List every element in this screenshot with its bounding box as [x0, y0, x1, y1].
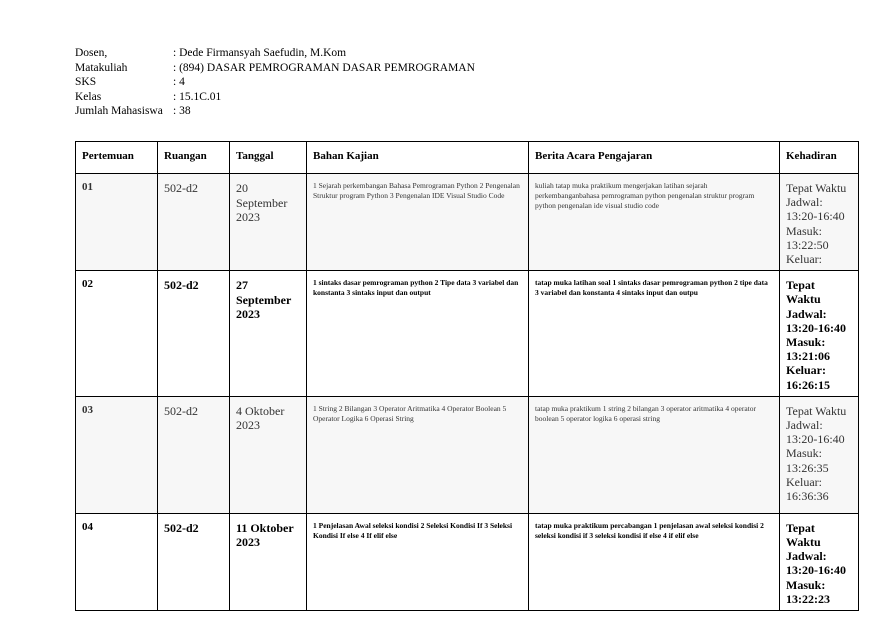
attendance-line: 13:20-16:40 [786, 432, 845, 447]
topic-cell: 1 sintaks dasar pemrograman python 2 Tipe data 3 variabel dan konstanta 3 sintaks input dan output [307, 271, 529, 397]
info-row-class [75, 90, 475, 105]
info-label: SKS [75, 76, 97, 89]
attendance-line: 13:21:06 [786, 349, 830, 364]
info-label: Kelas [75, 90, 102, 103]
attendance-line: Keluar: [786, 474, 822, 489]
attendance-line: Masuk: [786, 335, 826, 350]
info-label: Matakuliah [75, 61, 128, 74]
attendance-line: Keluar: [786, 363, 826, 378]
room-cell: 502-d2 [158, 174, 230, 271]
table-row [76, 271, 859, 397]
room-cell: 502-d2 [158, 396, 230, 513]
info-value: : Dede Firmansyah Saefudin, M.Kom [173, 47, 347, 59]
info-value: : (894) DASAR PEMROGRAMAN DASAR PEMROGRAMAN [173, 61, 475, 74]
attendance-status: Tepat Waktu [786, 278, 821, 307]
column-header-report: Berita Acara Pengajaran [529, 142, 780, 174]
table-row [76, 396, 859, 513]
column-header-date: Tanggal [230, 142, 307, 174]
info-value: : 38 [173, 105, 191, 118]
date-cell: 20 September 2023 [230, 174, 307, 271]
info-row-course [75, 61, 475, 76]
info-row-students [75, 104, 475, 119]
column-header-meeting: Pertemuan [76, 142, 158, 174]
report-cell: tatap muka praktikum 1 string 2 bilangan 3 operator aritmatika 4 operator boolean 5 operator logika 6 operasi string [529, 396, 780, 513]
attendance-line: 13:26:35 [786, 460, 829, 475]
attendance-line: Keluar: [786, 252, 822, 267]
attendance-cell [780, 396, 859, 513]
room-cell: 502-d2 [158, 271, 230, 397]
info-row-credits [75, 75, 475, 90]
attendance-line: Masuk: [786, 577, 826, 592]
attendance-line: Jadwal: [786, 549, 827, 564]
attendance-line: 13:22:23 [786, 591, 830, 606]
attendance-cell [780, 271, 859, 397]
date-cell: 4 Oktober 2023 [230, 396, 307, 513]
table-row [76, 513, 859, 610]
attendance-status: Tepat Waktu [786, 181, 847, 195]
topic-cell: 1 String 2 Bilangan 3 Operator Aritmatika 4 Operator Boolean 5 Operator Logika 6 Operasi String [307, 396, 529, 513]
attendance-line: 16:26:15 [786, 377, 830, 392]
attendance-line: Jadwal: [786, 418, 823, 433]
info-row-lecturer [75, 46, 475, 61]
meeting-number: 01 [76, 174, 158, 271]
report-cell: tatap muka praktikum percabangan 1 penjelasan awal seleksi kondisi 2 seleksi kondisi if 3 seleksi kondisi if else 4 if elif else [529, 513, 780, 610]
attendance-line: Jadwal: [786, 195, 823, 210]
info-label: Dosen, [75, 47, 108, 59]
meeting-number: 03 [76, 396, 158, 513]
meeting-number: 04 [76, 513, 158, 610]
attendance-table [75, 141, 859, 611]
attendance-line: 13:20-16:40 [786, 320, 846, 335]
info-label: Jumlah Mahasiswa [75, 105, 163, 118]
info-value: : 15.1C.01 [173, 90, 222, 103]
topic-cell: 1 Sejarah perkembangan Bahasa Pemrograman Python 2 Pengenalan Struktur program Python 3 Pengenalan IDE Visual Studio Code [307, 174, 529, 271]
attendance-cell [780, 174, 859, 271]
attendance-status: Tepat Waktu [786, 403, 847, 418]
meeting-number: 02 [76, 271, 158, 397]
report-cell: tatap muka latihan soal 1 sintaks dasar pemrograman python 2 tipe data 3 variabel dan konstanta 4 sintaks input dan outpu [529, 271, 780, 397]
attendance-line: 13:20-16:40 [786, 563, 846, 578]
attendance-cell [780, 513, 859, 610]
column-header-topic: Bahan Kajian [307, 142, 529, 174]
attendance-line: 13:20-16:40 [786, 209, 845, 224]
attendance-line: Jadwal: [786, 306, 827, 321]
column-header-attendance: Kehadiran [780, 142, 859, 174]
attendance-line: 13:22:50 [786, 237, 829, 252]
info-value: : 4 [173, 76, 185, 89]
room-cell: 502-d2 [158, 513, 230, 610]
course-info [75, 46, 475, 119]
attendance-line: Masuk: [786, 446, 822, 461]
table-row [76, 174, 859, 271]
date-cell: 11 Oktober 2023 [230, 513, 307, 610]
date-cell: 27 September 2023 [230, 271, 307, 397]
column-header-room: Ruangan [158, 142, 230, 174]
report-cell: kuliah tatap muka praktikum mengerjakan latihan sejarah perkembanganbahasa pemrograman python pengenalan struktur program python pengenalan ide visual studio code [529, 174, 780, 271]
attendance-line: Masuk: [786, 223, 822, 238]
table-header-row [76, 142, 859, 174]
attendance-line: 16:36:36 [786, 489, 829, 504]
attendance-status: Tepat Waktu [786, 520, 821, 550]
topic-cell: 1 Penjelasan Awal seleksi kondisi 2 Seleksi Kondisi If 3 Seleksi Kondisi If else 4 If elif else [307, 513, 529, 610]
